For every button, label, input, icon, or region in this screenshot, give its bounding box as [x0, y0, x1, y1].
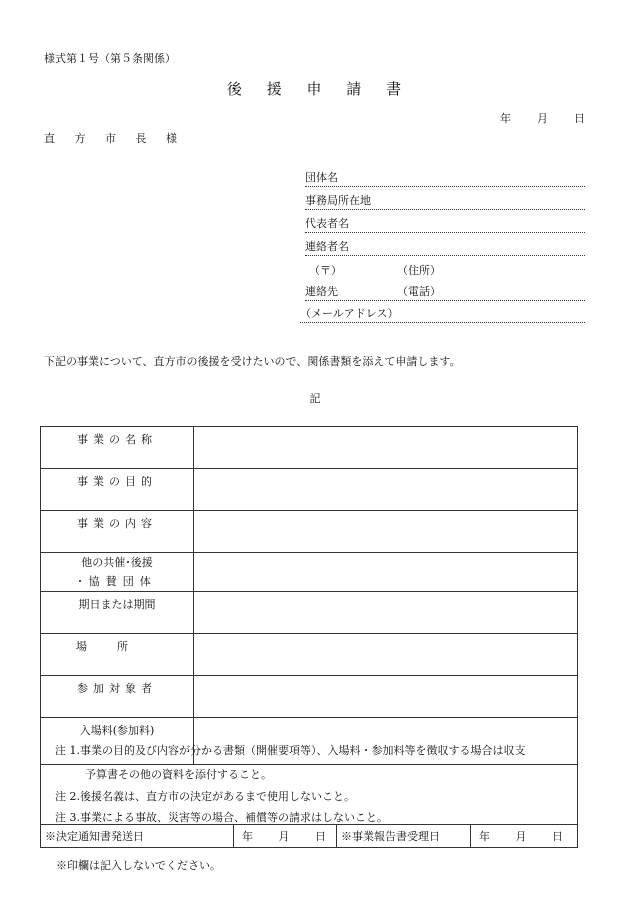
date-month: 月 — [537, 112, 548, 125]
project-name-input[interactable] — [194, 427, 578, 469]
project-purpose-input[interactable] — [194, 469, 578, 511]
title-char: 書 — [386, 80, 404, 98]
co-sponsor-input[interactable] — [194, 553, 578, 592]
footer-note: ※印欄は記入しないでください。 — [56, 859, 221, 872]
document-title — [0, 78, 630, 99]
form-number: 様式第１号（第５条関係） — [44, 52, 176, 65]
notice-date-input[interactable] — [234, 825, 337, 848]
notice-month: 月 — [278, 830, 290, 843]
participants-input[interactable] — [194, 676, 578, 718]
venue-label: 場所 — [41, 634, 194, 676]
office-address-label: 事務局所在地 — [305, 194, 371, 207]
postal-label: （〒） — [309, 264, 342, 277]
representative-label: 代表者名 — [305, 217, 349, 230]
representative-field[interactable] — [305, 216, 585, 233]
table-row — [41, 825, 578, 848]
table-row — [41, 592, 578, 634]
table-row — [41, 634, 578, 676]
title-char: 申 — [306, 80, 324, 98]
date-day: 日 — [574, 112, 585, 125]
address-label: （住所） — [397, 264, 441, 277]
report-day: 日 — [552, 830, 563, 843]
admission-fee-label: 入場料(参加料) — [41, 718, 194, 765]
notice-day: 日 — [315, 830, 326, 843]
note-2: 注 2.後援名義は、直方市の決定があるまで使用しないこと。 — [55, 790, 355, 803]
table-row — [41, 469, 578, 511]
notes-section — [40, 736, 578, 824]
contact-label: 連絡先 — [305, 285, 338, 298]
project-name-label: 事業の名称 — [41, 427, 194, 469]
co-sponsor-label-line2: ･協賛団体 — [77, 575, 157, 588]
application-statement: 下記の事業について、直方市の後援を受けたいので、関係書類を添えて申請します。 — [44, 355, 461, 368]
participants-label: 参加対象者 — [41, 676, 194, 718]
table-row — [41, 553, 578, 592]
project-content-label: 事業の内容 — [41, 511, 194, 553]
notice-date-label: ※決定通知書発送日 — [41, 825, 234, 848]
title-char: 後 — [226, 80, 244, 98]
org-name-field[interactable] — [305, 170, 585, 187]
project-content-input[interactable] — [194, 511, 578, 553]
phone-label: （電話） — [397, 285, 441, 298]
co-sponsor-label — [41, 553, 194, 592]
ki-heading: 記 — [309, 392, 321, 405]
report-date-label: ※事業報告書受理日 — [337, 825, 471, 848]
report-date-input[interactable] — [471, 825, 578, 848]
venue-input[interactable] — [194, 634, 578, 676]
contact-person-field[interactable] — [305, 239, 585, 256]
date-year: 年 — [500, 112, 511, 125]
org-name-label: 団体名 — [305, 171, 338, 184]
table-row — [41, 427, 578, 469]
title-char: 援 — [266, 80, 284, 98]
co-sponsor-label-line1: 他の共催･後援 — [81, 556, 153, 569]
email-label: （メールアドレス） — [300, 307, 399, 320]
office-address-field[interactable] — [305, 193, 585, 210]
table-row — [41, 511, 578, 553]
project-table — [40, 426, 578, 765]
note-1-line-2: 予算書その他の資料を添付すること。 — [85, 768, 272, 781]
report-month: 月 — [515, 830, 527, 843]
email-field[interactable] — [300, 306, 585, 323]
report-year: 年 — [479, 830, 490, 843]
contact-person-label: 連絡者名 — [305, 240, 349, 253]
note-1-line-1: 注 1.事業の目的及び内容が分かる書類（開催要項等）、入場料・参加料等を徴収する場合は収支 — [55, 744, 526, 757]
period-label: 期日または期間 — [41, 592, 194, 634]
title-char: 請 — [346, 80, 364, 98]
addressee: 直 方 市 長 様 — [44, 132, 185, 145]
notice-year: 年 — [242, 830, 253, 843]
contact-field[interactable] — [305, 284, 585, 301]
table-row — [41, 676, 578, 718]
office-use-table — [40, 824, 578, 848]
project-purpose-label: 事業の目的 — [41, 469, 194, 511]
note-3: 注 3.事業による事故、災害等の場合、補償等の請求はしないこと。 — [55, 811, 388, 824]
period-input[interactable] — [194, 592, 578, 634]
